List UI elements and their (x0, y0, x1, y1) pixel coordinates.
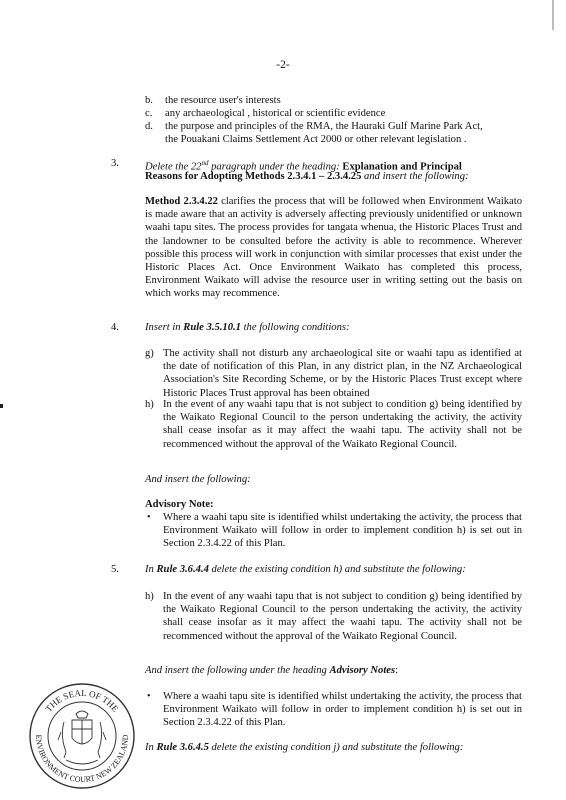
item5-cond-h: In the event of any waahi tapu that is not subject to condition g) being identified by the Waikato Regional Council to the person undertaking the activity, the activity shall cease insofar as it may affect the waahi tapu. The activity shall not be recommenced without the approval of the Waikato Regional Council. (163, 591, 522, 642)
item3-heading-italic2: paragraph under the heading: (208, 161, 343, 173)
item5-and-insert-italic: And insert the following under the heading (145, 665, 330, 676)
item3-heading-line2 (145, 170, 469, 183)
item4-heading-italic: Insert in (145, 322, 184, 333)
item4-advisory-heading: Advisory Note: (145, 499, 214, 510)
item3-para-bold: Method 2.3.4.22 (145, 196, 218, 207)
item6-heading-italic: In (145, 742, 157, 753)
seal-top-text: THE SEAL OF THE (43, 687, 121, 714)
item3-para-text: clarifies the process that will be followed when Environment Waikato is made aware that an activity is adversely affecting previously unidentified or unknown waahi tapu sites. The process provides for tangata whenua, the Historic Places Trust and the landowner to be consulted before the activity is able to recommence. Wherever possible this process will work in conjunction with similar processes that exist under the Historic Places Act. Once Environment Waikato has completed this process, Environment Waikato will advise the resource user in writing setting out the basis on which works may recommence. (145, 196, 522, 300)
item-number-5: 5. (111, 564, 119, 575)
list-label-b: b. (145, 95, 153, 106)
item6-heading-italic2: delete the existing condition j) and substitute the following: (208, 742, 464, 753)
item6-heading (145, 741, 463, 754)
item5-heading-rule: Rule 3.6.4.4 (156, 564, 209, 575)
item4-cond-h: In the event of any waahi tapu that is not subject to condition g) being identified by the Waikato Regional Council to the person undertaking the activity, the activity shall cease insofar as it may affect the waahi tapu. The activity shall not be recommenced without the approval of the Waikato Regional Council. (163, 399, 522, 450)
list-label-d: d. (145, 121, 153, 132)
item-number-3: 3. (111, 158, 119, 169)
item4-heading (145, 321, 350, 334)
seal-bottom-text: ENVIRONMENT COURT NEW ZEALAND (33, 734, 131, 785)
item5-heading-italic2: delete the existing condition h) and substitute the following: (208, 564, 466, 575)
item4-advisory-text: Where a waahi tapu site is identified whilst undertaking the activity, the process that Environment Waikato will follow in order to implement condition h) is set out in Section 2.3.4.22 of this Plan. (163, 512, 522, 550)
page-number: -2- (276, 59, 290, 71)
item5-cond-h-label: h) (145, 591, 154, 602)
item-number-4: 4. (111, 322, 119, 333)
item4-advisory-bullet: • (147, 512, 151, 523)
scan-edge-mark (552, 0, 554, 30)
item3-heading-bold2: Reasons for Adopting Methods 2.3.4.1 – 2.3.4.25 (145, 171, 362, 182)
item5-heading-italic: In (145, 564, 157, 575)
list-text-b: the resource user's interests (165, 95, 281, 106)
item5-advisory-text: Where a waahi tapu site is identified whilst undertaking the activity, the process that Environment Waikato will follow in order to implement condition h) is set out in Section 2.3.4.22 of this Plan. (163, 691, 522, 729)
list-label-c: c. (145, 108, 153, 119)
list-text-d-line2: the Pouakani Claims Settlement Act 2000 or other relevant legislation . (165, 134, 467, 145)
list-text-d-line1: the purpose and principles of the RMA, the Hauraki Gulf Marine Park Act, (165, 121, 483, 132)
item3-paragraph (145, 195, 522, 301)
list-text-c: any archaeological , historical or scientific evidence (165, 108, 386, 119)
item3-heading-italic: Delete the 22 (145, 161, 202, 173)
item5-and-insert (145, 664, 398, 677)
item4-cond-h-label: h) (145, 399, 154, 410)
item5-and-insert-bold: Advisory Notes (329, 665, 396, 676)
item4-heading-italic2: the following conditions: (240, 322, 350, 333)
item3-heading-italic3: and insert the following: (361, 171, 469, 182)
item4-heading-rule: Rule 3.5.10.1 (183, 322, 241, 333)
scan-dot-mark (0, 404, 3, 408)
item6-heading-rule: Rule 3.6.4.5 (156, 742, 209, 753)
item4-and-insert: And insert the following: (145, 474, 251, 485)
item5-heading (145, 563, 466, 576)
item5-and-insert-end: : (395, 665, 399, 676)
item4-cond-g-label: g) (145, 348, 154, 359)
item3-heading-sup: nd (201, 159, 209, 167)
item4-cond-g: The activity shall not disturb any archaeological site or waahi tapu as identified at the date of notification of this Plan, in any district plan, in the NZ Archaeological Association's Site Recording Scheme, or by the Historic Places Trust except where Historic Places Trust approval has been obtained (163, 348, 522, 399)
item5-advisory-bullet: • (147, 691, 151, 702)
environment-court-seal-icon (28, 682, 136, 790)
item3-heading-bold: Explanation and Principal (342, 161, 462, 173)
